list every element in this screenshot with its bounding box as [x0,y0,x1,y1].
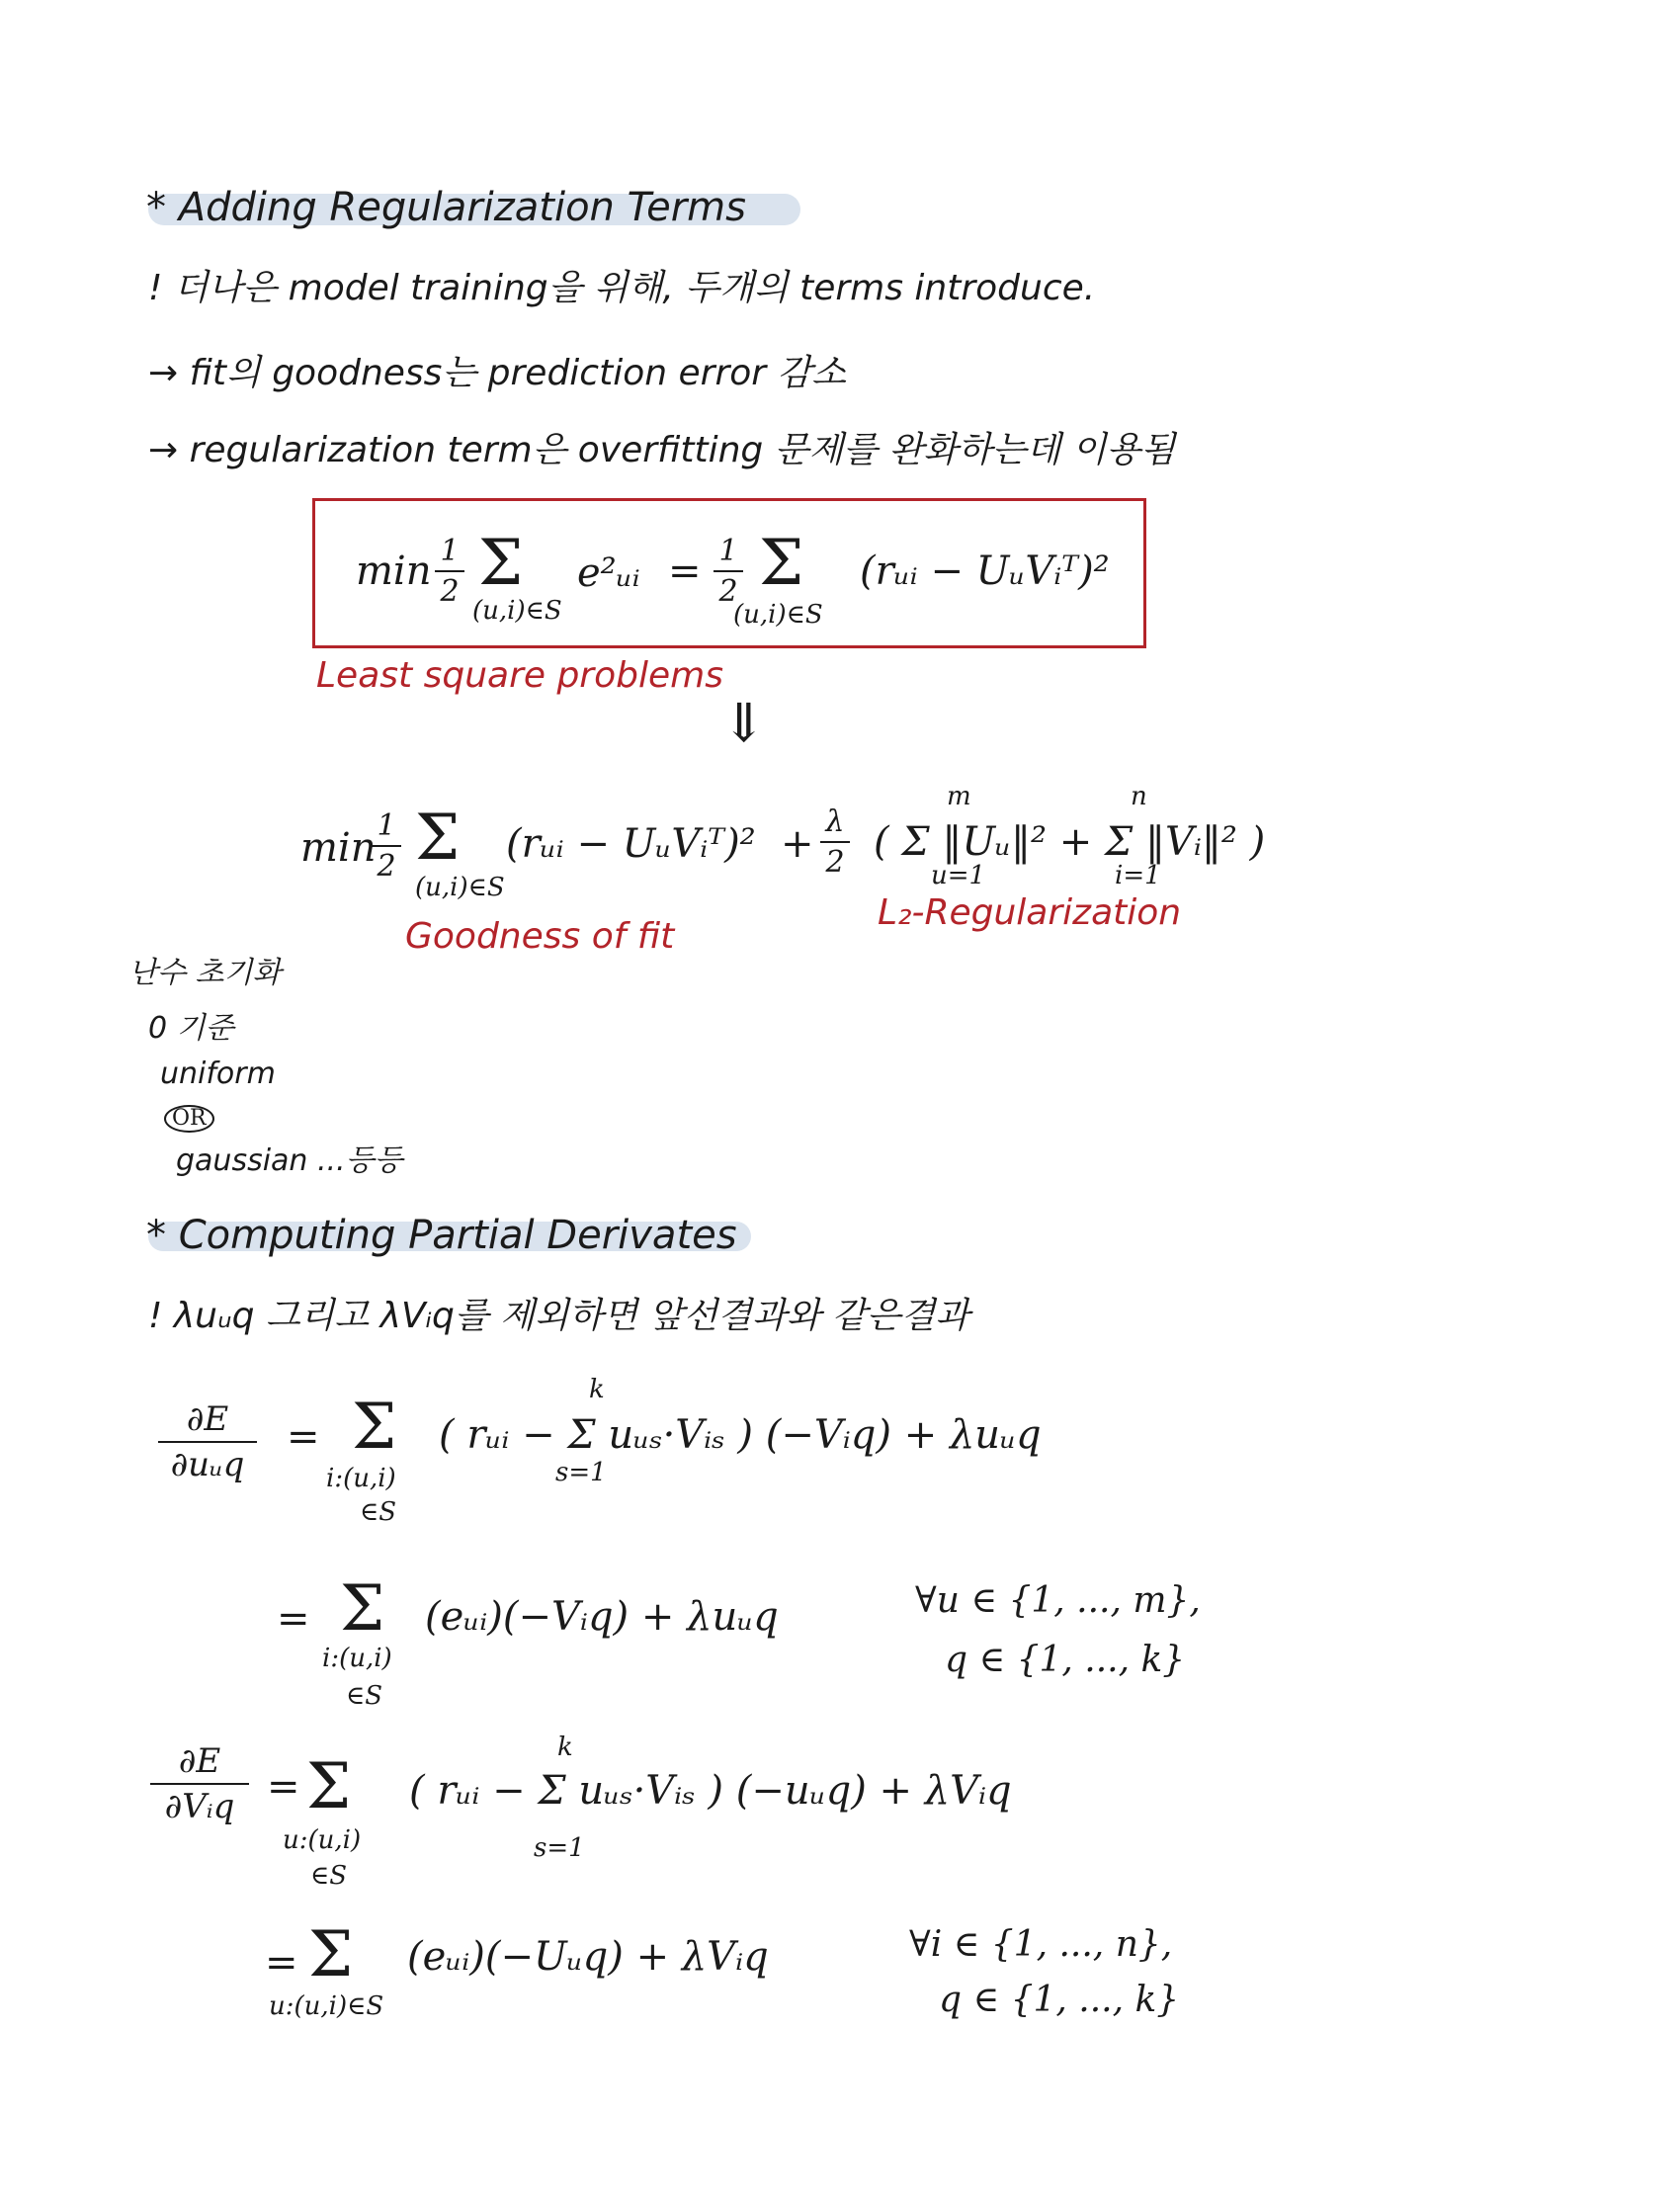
eq2-sum-index: i:(u,i) [322,1644,392,1673]
eq1-inner-bottom: s=1 [555,1458,607,1487]
eq4-condition-q: q ∈ {1, ..., k} [939,1980,1180,2020]
reg-sum1-bottom: u=1 [931,861,986,890]
reg-plus: + [781,821,814,867]
reg-sum2-top: n [1131,782,1147,811]
side-note-gaussian: gaussian ...등등 [176,1143,403,1178]
eq2-equals: = [277,1596,310,1642]
reg-sum1-top: m [947,782,971,811]
eq4-sigma: Σ [308,1918,354,1991]
eq1-term: ( rᵤᵢ − Σ uᵤₛ·Vᵢₛ ) (−Vᵢq) + λuᵤq [439,1412,1042,1458]
eq2-sum-index2: ∈S [346,1681,383,1711]
section2-title: * Computing Partial Derivates [146,1213,737,1258]
eq4-equals: = [265,1940,298,1986]
eq3-sum-index: u:(u,i) [283,1825,362,1855]
eq3-inner-top: k [557,1733,573,1762]
side-note-or: OR [164,1105,214,1133]
boxed-lhs-term: e²ᵤᵢ [577,550,640,596]
side-note-random-init: 난수 초기화 [128,956,282,990]
boxed-lhs-fraction: 1 2 [435,534,464,609]
eq1-equals: = [287,1414,320,1460]
eq1-inner-top: k [589,1375,605,1404]
boxed-rhs-fraction: 1 2 [714,534,743,609]
eq4-condition-i: ∀i ∈ {1, ..., n}, [909,1924,1173,1965]
reg-lambda-fraction: λ 2 [820,804,850,880]
boxed-lhs-sigma: Σ [478,527,524,600]
note-line-goodness: → fit의 goodness는 prediction error 감소 [148,353,847,393]
boxed-lhs-sum-index: (u,i)∈S [472,596,562,626]
reg-sigma: Σ [415,802,461,875]
eq1-sum-index: i:(u,i) [326,1464,396,1493]
down-arrow-icon: ⇓ [721,692,767,754]
eq3-term: ( rᵤᵢ − Σ uᵤₛ·Vᵢₛ ) (−uᵤq) + λVᵢq [409,1768,1012,1814]
eq3-lhs-fraction: ∂E ∂Vᵢq [150,1741,249,1826]
section2-intro: ! λuᵤq 그리고 λVᵢq를 제외하면 앞선결과와 같은결과 [148,1296,970,1336]
eq1-lhs-fraction: ∂E ∂uᵤq [158,1399,257,1484]
eq3-sigma: Σ [306,1750,352,1823]
eq1-sum-index2: ∈S [360,1497,397,1527]
boxed-equals: = [668,549,702,594]
reg-min: min [300,825,377,871]
least-squares-label: Least square problems [316,655,723,696]
eq2-condition-q: q ∈ {1, ..., k} [945,1640,1186,1680]
reg-sum-index: (u,i)∈S [415,873,505,902]
boxed-rhs-sum-index: (u,i)∈S [733,600,823,630]
boxed-min: min [356,549,432,594]
goodness-of-fit-label: Goodness of fit [405,916,675,957]
eq2-term: (eᵤᵢ)(−Vᵢq) + λuᵤq [425,1594,779,1640]
reg-fraction: 1 2 [372,808,401,884]
eq2-sigma: Σ [340,1572,385,1646]
l2-regularization-label: L₂-Regularization [878,892,1182,933]
boxed-rhs-term: (rᵤᵢ − UᵤVᵢᵀ)² [860,549,1110,594]
eq3-inner-bottom: s=1 [534,1833,585,1863]
eq1-sigma: Σ [352,1391,397,1464]
eq4-term: (eᵤᵢ)(−Uᵤq) + λVᵢq [407,1934,769,1980]
reg-fit-term: (rᵤᵢ − UᵤVᵢᵀ)² [506,821,756,867]
eq4-sum-index: u:(u,i)∈S [269,1991,384,2021]
eq3-sum-index2: ∈S [310,1861,348,1891]
side-note-uniform: uniform [160,1057,276,1091]
side-note-zero: 0 기준 [148,1011,234,1046]
intro-line: ! 더나은 model training을 위해, 두개의 terms introduce. [148,268,1096,308]
reg-penalty-term: ( Σ ‖Uᵤ‖² + Σ ‖Vᵢ‖² ) [874,819,1266,865]
eq3-equals: = [267,1764,300,1810]
eq2-condition-u: ∀u ∈ {1, ..., m}, [915,1580,1201,1621]
boxed-rhs-sigma: Σ [759,527,804,600]
reg-sum2-bottom: i=1 [1115,861,1161,890]
note-line-regularization: → regularization term은 overfitting 문제를 완화하는데 이용됨 [148,430,1176,470]
section-title: * Adding Regularization Terms [146,185,746,230]
